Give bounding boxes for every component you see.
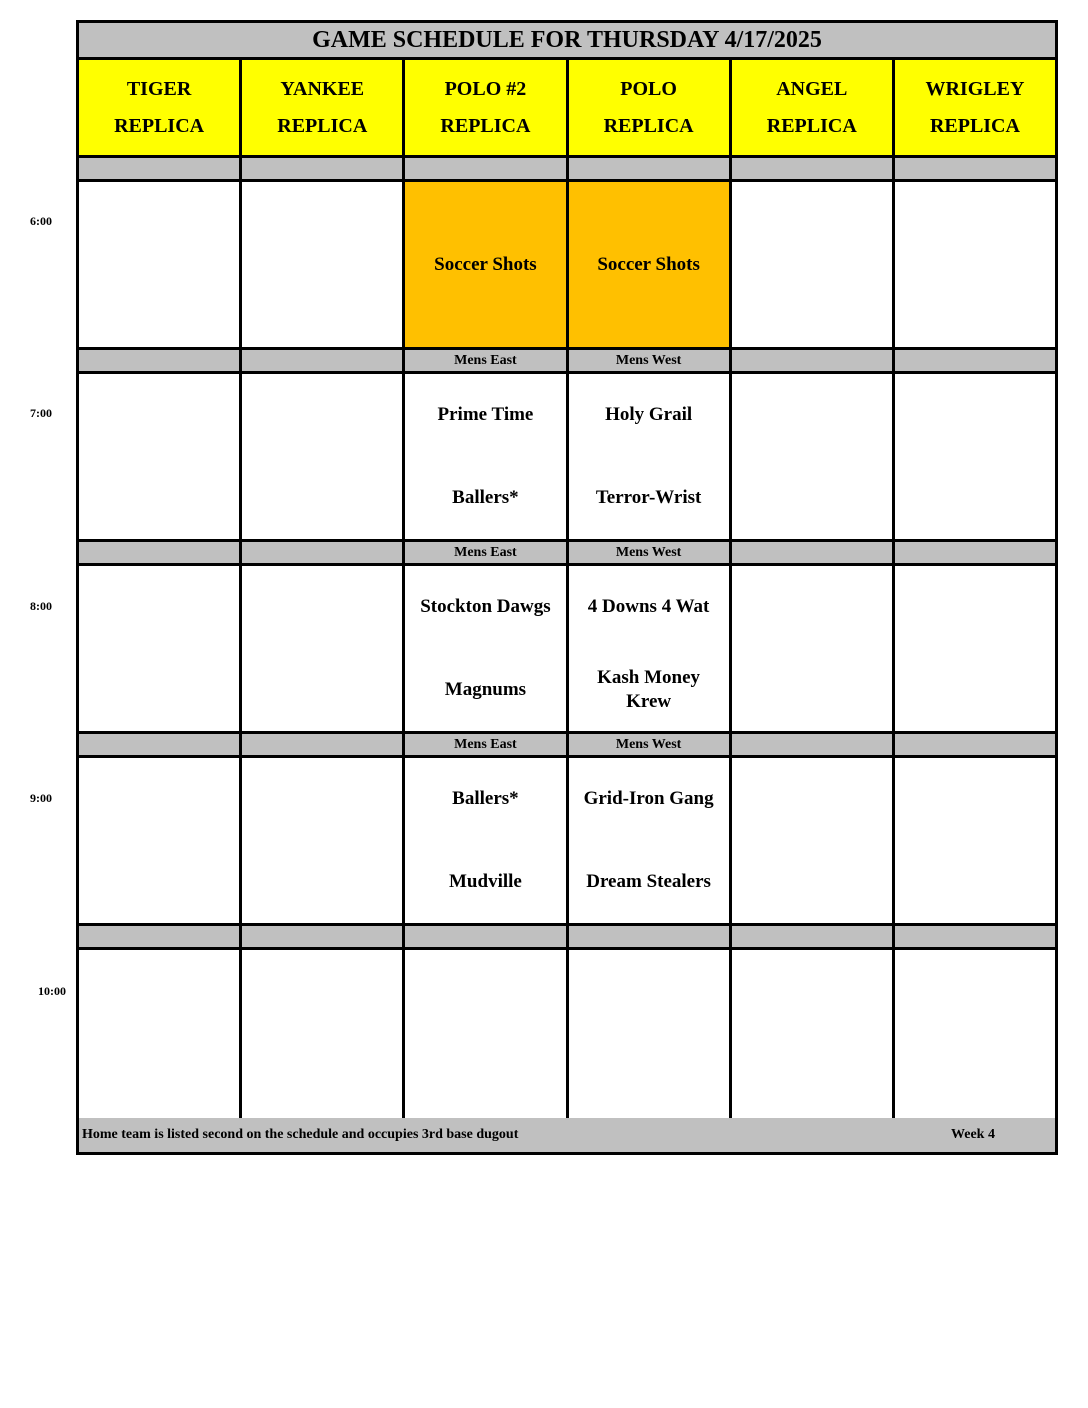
field-header	[569, 60, 732, 155]
division-label	[895, 542, 1055, 563]
footer-bar	[79, 1118, 1055, 1152]
time-label: 6:00	[30, 214, 52, 228]
game-cell	[895, 566, 1055, 731]
field-header-row	[79, 60, 1055, 158]
time-slot-row	[79, 950, 1055, 1118]
field-name: WRIGLEY	[925, 77, 1025, 100]
division-label	[405, 158, 568, 179]
week-label: Week 4	[951, 1127, 995, 1142]
field-name: ANGEL	[776, 77, 848, 100]
game-cell	[79, 950, 242, 1118]
division-label	[242, 350, 405, 371]
schedule-table	[76, 20, 1058, 1155]
division-label	[242, 542, 405, 563]
team-name: Kash Money Krew	[597, 666, 701, 712]
game-cell	[79, 566, 242, 731]
time-slot-row	[79, 566, 1055, 734]
division-label	[79, 542, 242, 563]
time-label: 8:00	[30, 599, 52, 613]
division-label	[242, 158, 405, 179]
division-band	[79, 926, 1055, 950]
game-cell	[242, 758, 405, 923]
field-sub: REPLICA	[114, 114, 205, 137]
team-name: Terror-Wrist	[595, 486, 702, 508]
field-sub: REPLICA	[277, 114, 368, 137]
field-header	[79, 60, 242, 155]
team-name: 4 Downs 4 Wat	[587, 596, 710, 618]
field-sub: REPLICA	[766, 114, 857, 137]
division-band	[79, 350, 1055, 374]
game-cell	[895, 182, 1055, 347]
division-band	[79, 734, 1055, 758]
game-cell	[569, 758, 732, 923]
game-cell	[405, 758, 568, 923]
time-label: 10:00	[38, 984, 66, 998]
game-cell	[895, 758, 1055, 923]
team-name: Holy Grail	[605, 404, 693, 426]
field-name: POLO	[620, 77, 677, 100]
team-name: Mudville	[449, 870, 522, 892]
game-cell	[79, 758, 242, 923]
division-label	[732, 158, 895, 179]
division-label	[732, 350, 895, 371]
field-header	[895, 60, 1055, 155]
game-cell	[569, 950, 732, 1118]
game-cell	[569, 182, 732, 347]
field-header	[242, 60, 405, 155]
team-name: Grid-Iron Gang	[583, 788, 714, 810]
division-band	[79, 158, 1055, 182]
team-name: Dream Stealers	[586, 870, 711, 892]
game-cell	[79, 374, 242, 539]
team-name: Prime Time	[437, 404, 534, 426]
field-sub: REPLICA	[603, 114, 694, 137]
game-cell	[405, 374, 568, 539]
division-label	[79, 926, 242, 947]
division-label	[895, 350, 1055, 371]
division-label	[732, 926, 895, 947]
division-label: Mens East	[405, 734, 568, 755]
division-label	[79, 158, 242, 179]
time-label: 9:00	[30, 791, 52, 805]
field-header	[405, 60, 568, 155]
field-name: POLO #2	[444, 77, 527, 100]
schedule-title: GAME SCHEDULE FOR THURSDAY 4/17/2025	[79, 23, 1055, 60]
division-label	[732, 734, 895, 755]
division-label	[895, 158, 1055, 179]
game-cell	[569, 566, 732, 731]
time-column	[0, 0, 76, 1160]
game-cell	[895, 374, 1055, 539]
game-cell	[242, 374, 405, 539]
time-slot-row	[79, 182, 1055, 350]
team-name: Soccer Shots	[597, 253, 700, 275]
division-label	[569, 158, 732, 179]
division-label	[895, 734, 1055, 755]
division-band	[79, 542, 1055, 566]
division-label	[405, 926, 568, 947]
division-label	[895, 926, 1055, 947]
field-sub: REPLICA	[929, 114, 1020, 137]
time-label: 7:00	[30, 406, 52, 420]
game-cell	[405, 950, 568, 1118]
team-name: Stockton Dawgs	[420, 596, 551, 618]
team-name: Ballers*	[452, 788, 519, 810]
division-label: Mens East	[405, 542, 568, 563]
time-slot-row	[79, 758, 1055, 926]
division-label	[569, 926, 732, 947]
field-name: TIGER	[126, 77, 192, 100]
team-name: Ballers*	[452, 486, 519, 508]
time-slot-row	[79, 374, 1055, 542]
division-label	[79, 734, 242, 755]
game-cell	[242, 566, 405, 731]
footer-note: Home team is listed second on the schedule and occupies 3rd base dugout	[82, 1127, 519, 1142]
division-label	[242, 926, 405, 947]
game-cell	[405, 182, 568, 347]
game-cell	[895, 950, 1055, 1118]
field-name: YANKEE	[280, 77, 365, 100]
game-cell	[405, 566, 568, 731]
game-cell	[732, 758, 895, 923]
team-name: Soccer Shots	[434, 253, 537, 275]
game-cell	[242, 950, 405, 1118]
division-label	[242, 734, 405, 755]
field-header	[732, 60, 895, 155]
game-cell	[732, 566, 895, 731]
game-cell	[569, 374, 732, 539]
division-label	[79, 350, 242, 371]
game-cell	[732, 950, 895, 1118]
game-cell	[732, 182, 895, 347]
division-label: Mens West	[569, 734, 732, 755]
team-name: Magnums	[444, 678, 527, 700]
division-label: Mens East	[405, 350, 568, 371]
division-label	[732, 542, 895, 563]
game-cell	[732, 374, 895, 539]
division-label: Mens West	[569, 542, 732, 563]
slots	[79, 158, 1055, 1118]
game-cell	[242, 182, 405, 347]
field-sub: REPLICA	[440, 114, 531, 137]
game-cell	[79, 182, 242, 347]
division-label: Mens West	[569, 350, 732, 371]
